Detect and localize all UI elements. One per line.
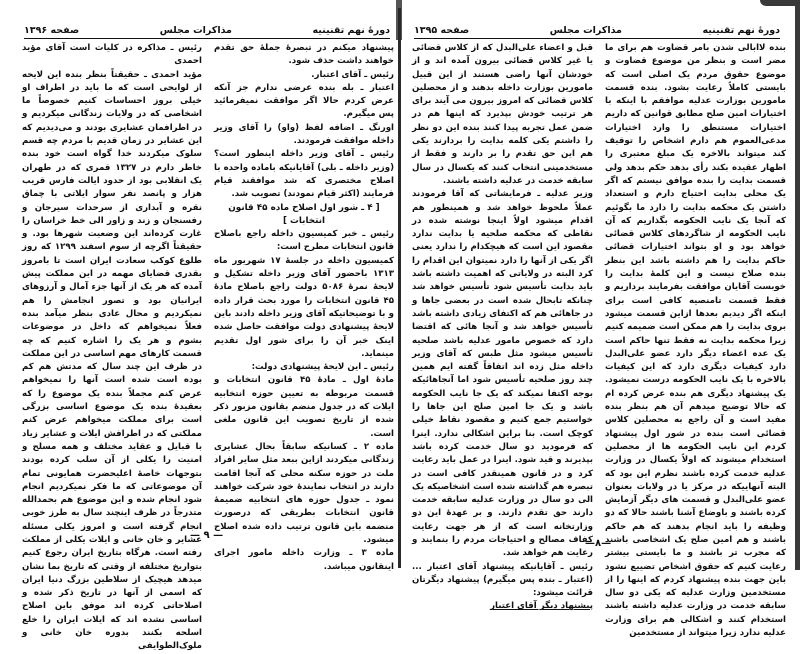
speaker-name: اورنگ [368, 122, 394, 133]
paragraph-text: ـ فرمایشاتی که آقا فرمودند عملاً ملحوظ خواهد شد و همینطور هم اقدام میشود اولاً اینجا نوشته شده در نقاطی که محکمه صلحیه یا بدایت ندارد مقصود این است که هیچکدام را ندارد یعنی اگر یکی از آنها را دارد نمیتوان این اقدام را کرد البته در ولایاتی که اهمیت داشته باشد باید بدایت تأسیس شود تأسیس خواهد شد چنانکه تابحال شده است در بعضی جاها و در جاهائی هم که اکتفای زیادی داشته باشد تأسیس خواهد شد و آنجا هائی که اقتضا دارد که خصوص مامور عدلیه باشد صلحیه تأسیس میشود مثل طبس که آقای وزیر داخله مثل زده اند اتفاقاً گفته ایم همین چند روز صلحیه تأسیس شود اما آنجاهائیکه بوجه اکتفا نمیکند که یک جا نایب الحکومه باشد و یک جا امین صلح این جاها را خواستیم جمع کنیم و مقصود نقاط خیلی کوچک است. بنا براین اشکالی ندارد. اینرا که فرمودید دو سال خدمت کرده باشد بپذیرند و قید شود. اینرا در عمل باید رعایت کرد و در قانون همینقدر کافی است در تبصره هم گذاشته شده است اشخاصیکه یک الی دو سال در وزارت عدلیه سابقه خدمت دارند حق تقدم دارند. و بر عهدهٔ این دو وزارتخانه است که از هر جهت رعایت کفاف مصالح و احتیاجات مردم را بنمایند و رعایت هم خواهد شد. [412, 189, 593, 559]
speaker-name: رئیس [178, 43, 202, 53]
paragraph-text: ـ مذاکره در کلیات است آقای مؤید احمدی [22, 43, 202, 67]
paragraph [214, 255, 394, 361]
speaker-name: رئیس [569, 561, 593, 572]
paragraph [22, 42, 202, 69]
paragraph-text: قبل و اعضاء علی‌البدل که از کلاس قضائی یا غیر کلاس قضائی بیرون آمده اند و از خودشان آنها راضی هستند از این قبیل مامورین بوزارت داخله بدهند و از محصلین کلاس قضائی که امروز بیرون می آیند برای هر ترتیب خودش بپذیرد که اینها هم در ضمن عمل تجربه پیدا کنند بنده این دو نظر را داشتم یکی کلمه بدایت را بردارند یکی هم این حق تقدم را بر دارند و فقط از مستخدمینی انتخاب کنند که یکسال در سال سابقه خدمت در عدلیه داشته باشند. [412, 43, 593, 186]
paragraph [214, 82, 394, 122]
page-folio: — ۹ — [190, 530, 224, 541]
paragraph-text: ـ حقیقتاً بنظر بنده این لایحه از لوایحی است که ما باید در اطراف او خیلی بروز احساسات کنیم خصوصاً ما اشخاصی که در ولایات زندگانی میکردیم و در اطرافمان عشایری بودند و می‌دیدیم که این عشایر در زمان قدیم با مردم چه قسم سلوک میکردند خدا گواه است خود بنده خاطر دارم در ۱۳۲۷ قمری که در طهران یک انقلابی بود از حدود ایالت فارس قریب هزار و پانصد نفر سوار ایلاتی با چماق نقره و آبداری از سرحدات سیرجان و رفسنجان و زند و زاور الی خط خراسان را غارت کرده‌اند این وضعیت شهرها بود. و حقیقتاً اگرچه از سوم اسفند ۱۲۹۹ که روز طلوع کوکب سعادت ایران است تا بامروز بقدری قضایای مهمه در این مملکت پیش آمده که هر یک از آنها جزء آمال و آرزوهای ایرانیان بود و تصور انجامش را هم نمیکردیم و محال عادی بنظر میآمد بنده فعلاً نمیخواهم که داخل در موضوعات بشوم و هر یک را اشاره کنیم که چه قسمت کارهای مهم اساسی در این مملکت در ظرف این چند سال که مدتش هم کم بوده است شده است آنها را نمیخواهم عرض کنم مجملاً بنده یک موضوع را که بعقیدهٔ بنده یک موضوع اساسی بزرگی است برای مملکت میخواهم عرض کنم مملکتی که در اطرافش ایلات و عشایر زیاد با قبایل و عقاید مختلف و همه مسلح و امنیت را یکلی از آن سلب کرده بودند بتوجهات خاصهٔ اعلیحضرت همایونی تمام آن موضوعاتی که ما فکر نمیکردیم انجام شود انجام شده و این موضوع هم بحمدالله متدرجاً در ظرف اینچند سال به طرز خوبی انجام گرفته است و امروز یکلی مسئله عشایر و خان خانی و ایلات یکلی از مملکت رفته است. هرگاه بتاریخ ایران رجوع کنیم بتواریخ مختلفه از وقتی که تاریخ بما نشان میدهد هیچیک از سلاطین بزرگ دنیا ایران که اسمی از آنها در تاریخ ذکر شده و اصلاحاتی کرده اند موفق باین اصلاح اساسی نشده اند که ایلات ایران را خلع اسلحه بکنند بدوره خان خانی و ملوک‌الطوایفی [22, 69, 202, 652]
paragraph-text: پیشنهاد میکنم در تبصرهٔ جملهٔ حق تقدم خواهند داشت حذف شود. [214, 43, 394, 67]
speaker-name: رئیس [370, 69, 394, 80]
paragraph [412, 188, 593, 560]
speaker-name: اعتبار [369, 82, 394, 93]
paragraph [412, 42, 593, 188]
page-folio: —۸— [585, 538, 612, 549]
paragraph-text: ـ آقایانیکه پیشنهاد آقای اعتبار ... (اعتبار ـ بنده پس میگیرم) پیشنهاد دیگرتان قرائت میشود: [412, 561, 593, 599]
session-label: دورهٔ نهم تقنینیه [702, 25, 780, 36]
right-page-header [414, 22, 780, 39]
paragraph [214, 69, 394, 82]
paragraph-text: ـ این لایحهٔ پیشنهادی دولت: [251, 362, 371, 373]
page-number-label: صفحه ۱۳۹۵ [414, 25, 470, 36]
running-title: مذاکرات مجلس [159, 25, 232, 36]
section-heading: [ ۴ ـ شور اول اصلاح ماده ۴۵ قانون انتخابات ] [228, 202, 380, 226]
paragraph [214, 361, 394, 374]
page-number-label: صفحه ۱۳۹۶ [24, 25, 80, 36]
speaker-name: وزیر عدلیه [545, 189, 593, 200]
speaker-name: رئیس [370, 229, 394, 240]
paragraph-text: ماده ۳ ـ وزارت داخله مامور اجرای اینقانون میباشد. [214, 548, 394, 572]
session-label: دورهٔ نهم تقنینیه [312, 25, 390, 36]
paragraph [412, 561, 593, 601]
paragraph-text: ماده ۲ ـ کسانیکه سابقاً بحال عشایری زندگانی میکردند ازاین ببعد مثل سایر افراد ملت در حوزه سکنه محلی که آنجا اقامت دارند در انتخاب نمایندهٔ خود شرکت خواهند نمود ـ جدول حوزه های انتخابیه ضمیمهٔ قانون انتخابات بطریقی که درصورت منضمه باین قانون ترتیب داده شده اصلاح میشود. [214, 441, 394, 545]
right-page-columns [412, 42, 786, 640]
left-page [0, 0, 400, 652]
paragraph [22, 69, 202, 654]
paragraph [214, 148, 394, 201]
paragraph [605, 42, 786, 640]
right-page [400, 0, 800, 639]
paragraph-text: ـ بله بنده عرضی ندارم جز آنکه عرض کردم حالا اگر موافقت نمیفرمائید پس میگیرم. [214, 82, 394, 120]
paragraph-text: مادهٔ اول ـ مادهٔ ۴۵ قانون انتخابات و قسمت مربوطه به تعیین حوزه انتخابیه ایلات که در جدول منضم بقانون مزبور ذکر شده از تاریخ تصویب این قانون ملغی است. [214, 375, 395, 439]
paragraph-text: ـ خبر کمیسیون داخله راجع باصلاح قانون انتخابات مطرح است: [214, 229, 394, 253]
scan-edge-shadow [795, 0, 800, 570]
left-page-right-column [214, 42, 394, 654]
paragraph [214, 122, 394, 149]
paragraph [214, 42, 394, 69]
running-title: مذاکرات مجلس [549, 25, 622, 36]
right-page-right-column [605, 42, 786, 640]
paragraph [214, 374, 394, 440]
proposal-title: پیشنهاد دیگر آقای اعتبار [490, 601, 593, 612]
paragraph [214, 441, 394, 547]
paragraph-text: ـ آقای وزیر داخله اینطور است؟ (وزیر داخله ـ بلی) آقایانیکه باماده واحده با اصلاح مختصری که شد موافقند قیام فرمایند (اکثر قیام نمودند) تصویب شد. [214, 149, 394, 200]
paragraph [214, 228, 394, 255]
paragraph-text: ـ آقای اعتبار. [311, 69, 371, 80]
paragraph-text: کمیسیون داخله در جلسهٔ ۱۷ شهریور ماه ۱۳۱۳ باحضور آقای وزیر داخله تشکیل و لایحهٔ نمرهٔ ۵۰۸۶ دولت راجع باصلاح مادهٔ ۴۵ قانون انتخابات را مورد بحث قرار داده و با توضیحاتیکه آقای وزیر داخله دادند باین لایحهٔ پیشنهادی دولت موافقت حاصل شده اینک خبر آن را برای شور اول تقدیم مینماید. [214, 255, 394, 359]
paragraph-text: ـ اضافه لفظ (واو) را آقای وزیر داخله موافقت فرمودند. [214, 122, 394, 147]
left-page-left-column [22, 42, 202, 654]
right-page-left-column [412, 42, 593, 640]
speaker-name: رئیس [370, 362, 394, 373]
left-page-columns [22, 42, 394, 654]
speaker-name: مؤید احمدی [151, 69, 203, 80]
speaker-name: رئیس [370, 149, 394, 160]
left-page-header [24, 22, 390, 39]
paragraph-text: بنده لاابالی شدن بامر قضاوت هم برای ما مضر است و بنظر من موضوع قضاوت و موضوع حقوق مردم یک اصلی است که بایستی کاملاً رعایت بشود. بنده قسمت مامورین بوزارت عدلیه موافقم با اینکه با اختیارات امین صلح مطابق قوانین که داریم اختیارات مستنطق را وارد اختیارات مدعی‌العموم هم دارم اشخاص را توقیف کند میتواند بالاخره یک مبلغ معتبری را اظهار عقیده بکند رأی بدهد حکم بدهد ولی قسمت بدایت را بنده موافق نیستم که اگر یک محلی بدایت احتیاج دارم و استعداد داشتن یک محکمه بدایت را دارد ما بگوئیم که آنجا یک نایب الحکومه بگذاریم که آن نایب الحکومه از شاگردهای کلاس قضائی خواهد بود و او بتواند اختیارات قضائی حاکم بدایت را هم داشته باشد این بنظر بنده صلاح نیست و این کلمهٔ بدایت را خوبست آقایان موافقت بفرمایند برداریم و فقط قسمت تامنصیه کافی است برای اینکه اگر دیدیم بعدها ازاین قسمت میشود بروی بدایت را هم ممکن است ضمیمه کنیم زیرا محکمه بدایت نه فقط تنها حاکم است یک عده اعضاء دیگر دارد عضو علی‌البدل دارد کیفیات دیگری دارد که این کیفیات بالاخره با یک نایب الحکومه درست نمیشود. یک پیشنهاد دیگری هم بنده عرض کرده ام که حالا توضیح میدهم آن هم بنظر بنده مفید است و آن راجع به محصلین کلاس قضائی است بنده در شور اول پیشنهاد کردم این نایب الحکومه ها از محصلین استخدام میشوند که اولاً یکسال در وزارت عدلیه خدمت کرده باشند نظرم این بود که البته آنهاییکه در مرکز یا در ولایات بعنوان عضو علی‌البدل و قسمت های دیگر آزمایش کرده باشند و باوضاع آشنا باشند حالا که دو وظیفه را باید انجام بدهند که هم حاکم باشند و هم امین صلح یک اشخاصی باشند که مجرب تر باشند و ما بایستی بیشتر رعایت کنیم که حقوق اشخاص تضییع نشود باین جهت بنده پیشنهاد کردم که اینها را از مستخدمین وزارت عدلیه که یکی دو سال سابقه خدمت در وزارت عدلیه داشته باشند استخدام کنند و اشکالی هم برای وزارت عدلیه ندارد زیرا میتواند از مستخدمین [605, 43, 786, 639]
